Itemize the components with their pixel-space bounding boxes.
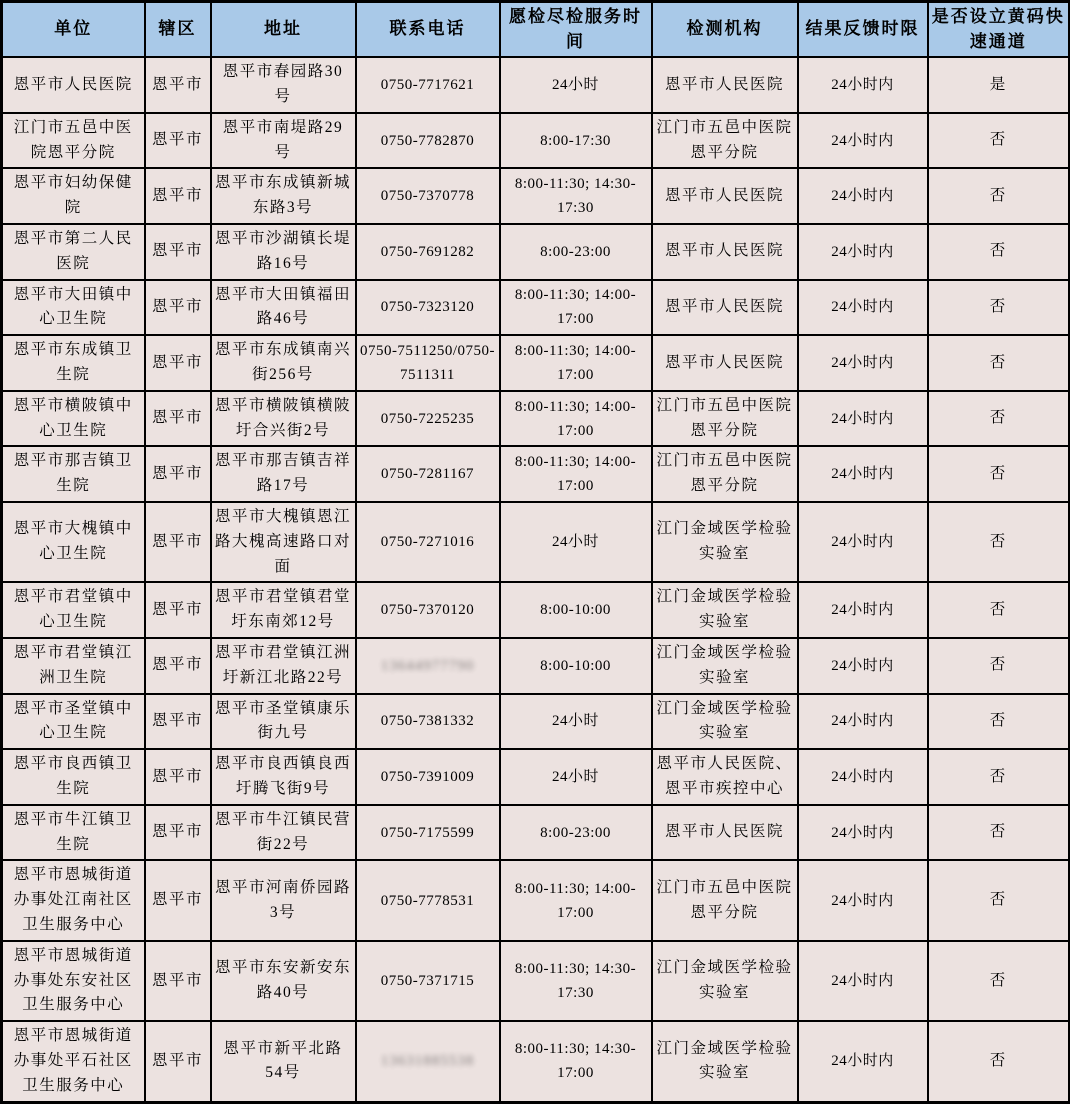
cell-district: 恩平市 (145, 638, 211, 694)
cell-unit: 恩平市圣堂镇中心卫生院 (2, 694, 145, 750)
cell-district: 恩平市 (145, 224, 211, 280)
cell-address: 恩平市君堂镇君堂圩东南郊12号 (211, 582, 356, 638)
cell-address: 恩平市君堂镇江洲圩新江北路22号 (211, 638, 356, 694)
cell-service_time: 8:00-11:30; 14:30-17:00 (500, 1021, 652, 1102)
cell-unit: 恩平市君堂镇江洲卫生院 (2, 638, 145, 694)
cell-service_time: 8:00-23:00 (500, 224, 652, 280)
column-header-yellow_code_channel: 是否设立黄码快速通道 (928, 2, 1070, 58)
cell-address: 恩平市新平北路54号 (211, 1021, 356, 1102)
cell-district: 恩平市 (145, 1021, 211, 1102)
table-row (2, 446, 1070, 502)
cell-phone (356, 1021, 500, 1102)
cell-feedback_time: 24小时内 (798, 113, 928, 169)
table-row (2, 391, 1070, 447)
cell-institution: 江门市五邑中医院恩平分院 (652, 391, 798, 447)
cell-phone: 0750-7225235 (356, 391, 500, 447)
cell-yellow_code_channel: 否 (928, 446, 1070, 502)
cell-phone (356, 638, 500, 694)
cell-address: 恩平市那吉镇吉祥路17号 (211, 446, 356, 502)
cell-unit: 恩平市东成镇卫生院 (2, 335, 145, 391)
cell-feedback_time: 24小时内 (798, 57, 928, 113)
cell-feedback_time: 24小时内 (798, 638, 928, 694)
table-row (2, 280, 1070, 336)
cell-feedback_time: 24小时内 (798, 391, 928, 447)
cell-service_time: 8:00-10:00 (500, 638, 652, 694)
table-row (2, 582, 1070, 638)
table-row (2, 168, 1070, 224)
cell-phone: 0750-7511250/0750-7511311 (356, 335, 500, 391)
cell-institution: 江门金域医学检验实验室 (652, 582, 798, 638)
column-header-feedback_time: 结果反馈时限 (798, 2, 928, 58)
cell-district: 恩平市 (145, 502, 211, 582)
cell-address: 恩平市良西镇良西圩腾飞街9号 (211, 749, 356, 805)
cell-feedback_time: 24小时内 (798, 224, 928, 280)
cell-institution: 江门金域医学检验实验室 (652, 638, 798, 694)
cell-address: 恩平市圣堂镇康乐街九号 (211, 694, 356, 750)
redacted-phone: 13631885538 (380, 1053, 475, 1070)
cell-unit: 恩平市良西镇卫生院 (2, 749, 145, 805)
cell-district: 恩平市 (145, 941, 211, 1021)
cell-institution: 江门市五邑中医院恩平分院 (652, 113, 798, 169)
table-row (2, 113, 1070, 169)
cell-address: 恩平市大田镇福田路46号 (211, 280, 356, 336)
table-row (2, 224, 1070, 280)
cell-district: 恩平市 (145, 446, 211, 502)
cell-service_time: 24小时 (500, 57, 652, 113)
cell-address: 恩平市春园路30号 (211, 57, 356, 113)
cell-district: 恩平市 (145, 335, 211, 391)
table-row (2, 1021, 1070, 1102)
cell-institution: 恩平市人民医院 (652, 57, 798, 113)
cell-phone: 0750-7370778 (356, 168, 500, 224)
table-row (2, 694, 1070, 750)
cell-yellow_code_channel: 否 (928, 280, 1070, 336)
cell-unit: 恩平市大槐镇中心卫生院 (2, 502, 145, 582)
cell-address: 恩平市南堤路29号 (211, 113, 356, 169)
table-row (2, 638, 1070, 694)
cell-yellow_code_channel: 否 (928, 749, 1070, 805)
column-header-unit: 单位 (2, 2, 145, 58)
cell-service_time: 8:00-23:00 (500, 805, 652, 861)
cell-service_time: 8:00-11:30; 14:00-17:00 (500, 391, 652, 447)
cell-institution: 江门金域医学检验实验室 (652, 502, 798, 582)
cell-yellow_code_channel: 否 (928, 224, 1070, 280)
cell-feedback_time: 24小时内 (798, 502, 928, 582)
cell-unit: 江门市五邑中医院恩平分院 (2, 113, 145, 169)
column-header-phone: 联系电话 (356, 2, 500, 58)
cell-yellow_code_channel: 否 (928, 502, 1070, 582)
cell-feedback_time: 24小时内 (798, 860, 928, 940)
cell-unit: 恩平市妇幼保健院 (2, 168, 145, 224)
table-row (2, 941, 1070, 1021)
cell-feedback_time: 24小时内 (798, 694, 928, 750)
cell-feedback_time: 24小时内 (798, 280, 928, 336)
cell-phone: 0750-7778531 (356, 860, 500, 940)
cell-district: 恩平市 (145, 391, 211, 447)
cell-unit: 恩平市那吉镇卫生院 (2, 446, 145, 502)
cell-district: 恩平市 (145, 860, 211, 940)
cell-yellow_code_channel: 是 (928, 57, 1070, 113)
cell-institution: 江门市五邑中医院恩平分院 (652, 860, 798, 940)
cell-institution: 恩平市人民医院 (652, 168, 798, 224)
cell-institution: 江门市五邑中医院恩平分院 (652, 446, 798, 502)
cell-institution: 恩平市人民医院 (652, 805, 798, 861)
cell-feedback_time: 24小时内 (798, 335, 928, 391)
cell-feedback_time: 24小时内 (798, 1021, 928, 1102)
cell-phone: 0750-7691282 (356, 224, 500, 280)
cell-phone: 0750-7371715 (356, 941, 500, 1021)
cell-service_time: 8:00-11:30; 14:30-17:30 (500, 941, 652, 1021)
cell-address: 恩平市大槐镇恩江路大槐高速路口对面 (211, 502, 356, 582)
cell-district: 恩平市 (145, 749, 211, 805)
cell-service_time: 8:00-11:30; 14:30-17:30 (500, 168, 652, 224)
table-row (2, 749, 1070, 805)
cell-district: 恩平市 (145, 582, 211, 638)
cell-service_time: 24小时 (500, 694, 652, 750)
cell-feedback_time: 24小时内 (798, 805, 928, 861)
cell-address: 恩平市横陂镇横陂圩合兴街2号 (211, 391, 356, 447)
cell-feedback_time: 24小时内 (798, 941, 928, 1021)
cell-service_time: 8:00-11:30; 14:00-17:00 (500, 860, 652, 940)
cell-district: 恩平市 (145, 168, 211, 224)
cell-yellow_code_channel: 否 (928, 1021, 1070, 1102)
cell-district: 恩平市 (145, 694, 211, 750)
cell-yellow_code_channel: 否 (928, 694, 1070, 750)
column-header-service_time: 愿检尽检服务时间 (500, 2, 652, 58)
cell-service_time: 24小时 (500, 502, 652, 582)
cell-feedback_time: 24小时内 (798, 446, 928, 502)
cell-institution: 江门金域医学检验实验室 (652, 694, 798, 750)
cell-address: 恩平市沙湖镇长堤路16号 (211, 224, 356, 280)
column-header-address: 地址 (211, 2, 356, 58)
cell-phone: 0750-7381332 (356, 694, 500, 750)
cell-unit: 恩平市恩城街道办事处东安社区卫生服务中心 (2, 941, 145, 1021)
cell-address: 恩平市牛江镇民营街22号 (211, 805, 356, 861)
cell-phone: 0750-7271016 (356, 502, 500, 582)
table-row (2, 502, 1070, 582)
header-row (2, 2, 1070, 58)
cell-institution: 恩平市人民医院 (652, 224, 798, 280)
redacted-phone: 13644977790 (380, 657, 475, 674)
cell-address: 恩平市东成镇南兴街256号 (211, 335, 356, 391)
cell-district: 恩平市 (145, 113, 211, 169)
cell-yellow_code_channel: 否 (928, 113, 1070, 169)
cell-institution: 恩平市人民医院 (652, 280, 798, 336)
cell-phone: 0750-7370120 (356, 582, 500, 638)
cell-district: 恩平市 (145, 280, 211, 336)
cell-service_time: 8:00-11:30; 14:00-17:00 (500, 446, 652, 502)
cell-yellow_code_channel: 否 (928, 941, 1070, 1021)
column-header-institution: 检测机构 (652, 2, 798, 58)
column-header-district: 辖区 (145, 2, 211, 58)
table-row (2, 335, 1070, 391)
cell-address: 恩平市东安新安东路40号 (211, 941, 356, 1021)
cell-unit: 恩平市君堂镇中心卫生院 (2, 582, 145, 638)
cell-address: 恩平市河南侨园路3号 (211, 860, 356, 940)
cell-service_time: 8:00-11:30; 14:00-17:00 (500, 335, 652, 391)
cell-service_time: 8:00-17:30 (500, 113, 652, 169)
cell-phone: 0750-7323120 (356, 280, 500, 336)
cell-institution: 恩平市人民医院、恩平市疾控中心 (652, 749, 798, 805)
cell-unit: 恩平市横陂镇中心卫生院 (2, 391, 145, 447)
cell-unit: 恩平市人民医院 (2, 57, 145, 113)
cell-phone: 0750-7175599 (356, 805, 500, 861)
cell-phone: 0750-7782870 (356, 113, 500, 169)
cell-yellow_code_channel: 否 (928, 805, 1070, 861)
cell-yellow_code_channel: 否 (928, 860, 1070, 940)
cell-feedback_time: 24小时内 (798, 582, 928, 638)
cell-phone: 0750-7391009 (356, 749, 500, 805)
cell-unit: 恩平市恩城街道办事处平石社区卫生服务中心 (2, 1021, 145, 1102)
cell-unit: 恩平市大田镇中心卫生院 (2, 280, 145, 336)
cell-service_time: 24小时 (500, 749, 652, 805)
cell-yellow_code_channel: 否 (928, 335, 1070, 391)
cell-service_time: 8:00-11:30; 14:00-17:00 (500, 280, 652, 336)
cell-unit: 恩平市恩城街道办事处江南社区卫生服务中心 (2, 860, 145, 940)
cell-address: 恩平市东成镇新城东路3号 (211, 168, 356, 224)
cell-institution: 恩平市人民医院 (652, 335, 798, 391)
table-row (2, 57, 1070, 113)
cell-institution: 江门金域医学检验实验室 (652, 941, 798, 1021)
cell-feedback_time: 24小时内 (798, 749, 928, 805)
cell-yellow_code_channel: 否 (928, 582, 1070, 638)
cell-yellow_code_channel: 否 (928, 391, 1070, 447)
cell-institution: 江门金域医学检验实验室 (652, 1021, 798, 1102)
table-row (2, 805, 1070, 861)
cell-feedback_time: 24小时内 (798, 168, 928, 224)
cell-yellow_code_channel: 否 (928, 168, 1070, 224)
cell-district: 恩平市 (145, 57, 211, 113)
cell-unit: 恩平市第二人民医院 (2, 224, 145, 280)
cell-service_time: 8:00-10:00 (500, 582, 652, 638)
table-row (2, 860, 1070, 940)
cell-phone: 0750-7717621 (356, 57, 500, 113)
cell-unit: 恩平市牛江镇卫生院 (2, 805, 145, 861)
cell-phone: 0750-7281167 (356, 446, 500, 502)
cell-yellow_code_channel: 否 (928, 638, 1070, 694)
cell-district: 恩平市 (145, 805, 211, 861)
